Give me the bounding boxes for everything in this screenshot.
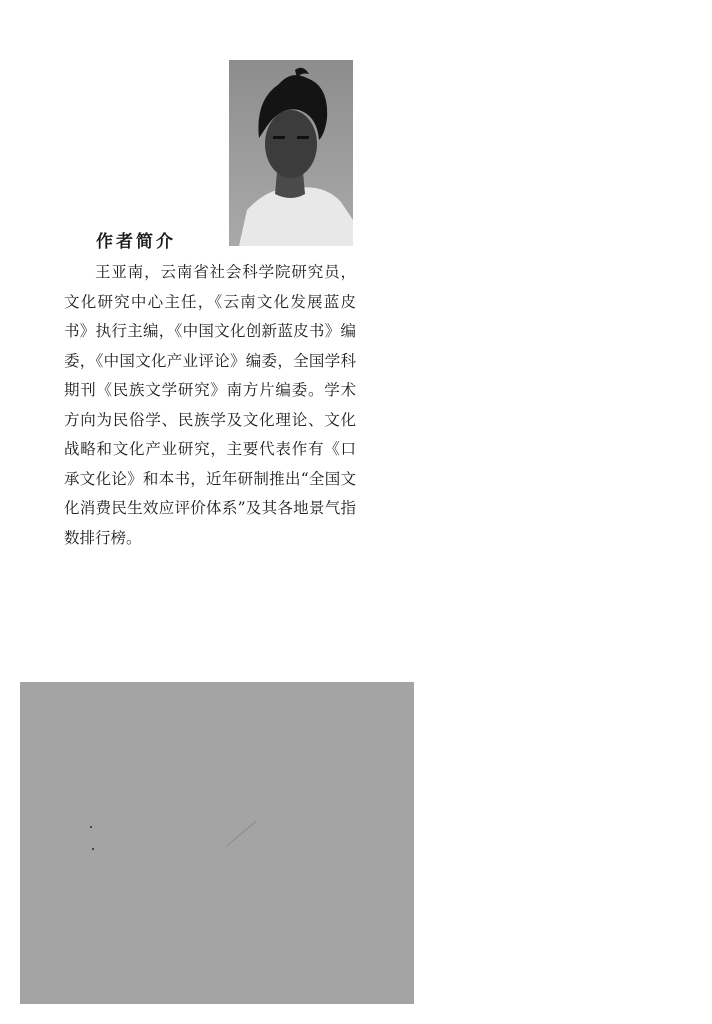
author-bio-paragraph: 王亚南，云南省社会科学院研究员，文化研究中心主任，《云南文化发展蓝皮书》执行主编，《中国文化创新蓝皮书》编委，《中国文化产业评论》编委，全国学科期刊《民族文学研究》南方片编委。学术方向为民俗学、民族学及文化理论、文化战略和文化产业研究，主要代表作有《口承文化论》和本书，近年研制推出“全国文化消费民生效应评价体系”及其各地景气指数排行榜。 <box>64 263 356 547</box>
author-intro-heading: 作者简介 <box>96 232 176 252</box>
author-portrait-image <box>229 60 353 246</box>
speck-mark <box>92 848 94 850</box>
author-photo <box>229 60 353 246</box>
speck-mark <box>90 826 92 828</box>
gray-image-block <box>20 682 414 1004</box>
